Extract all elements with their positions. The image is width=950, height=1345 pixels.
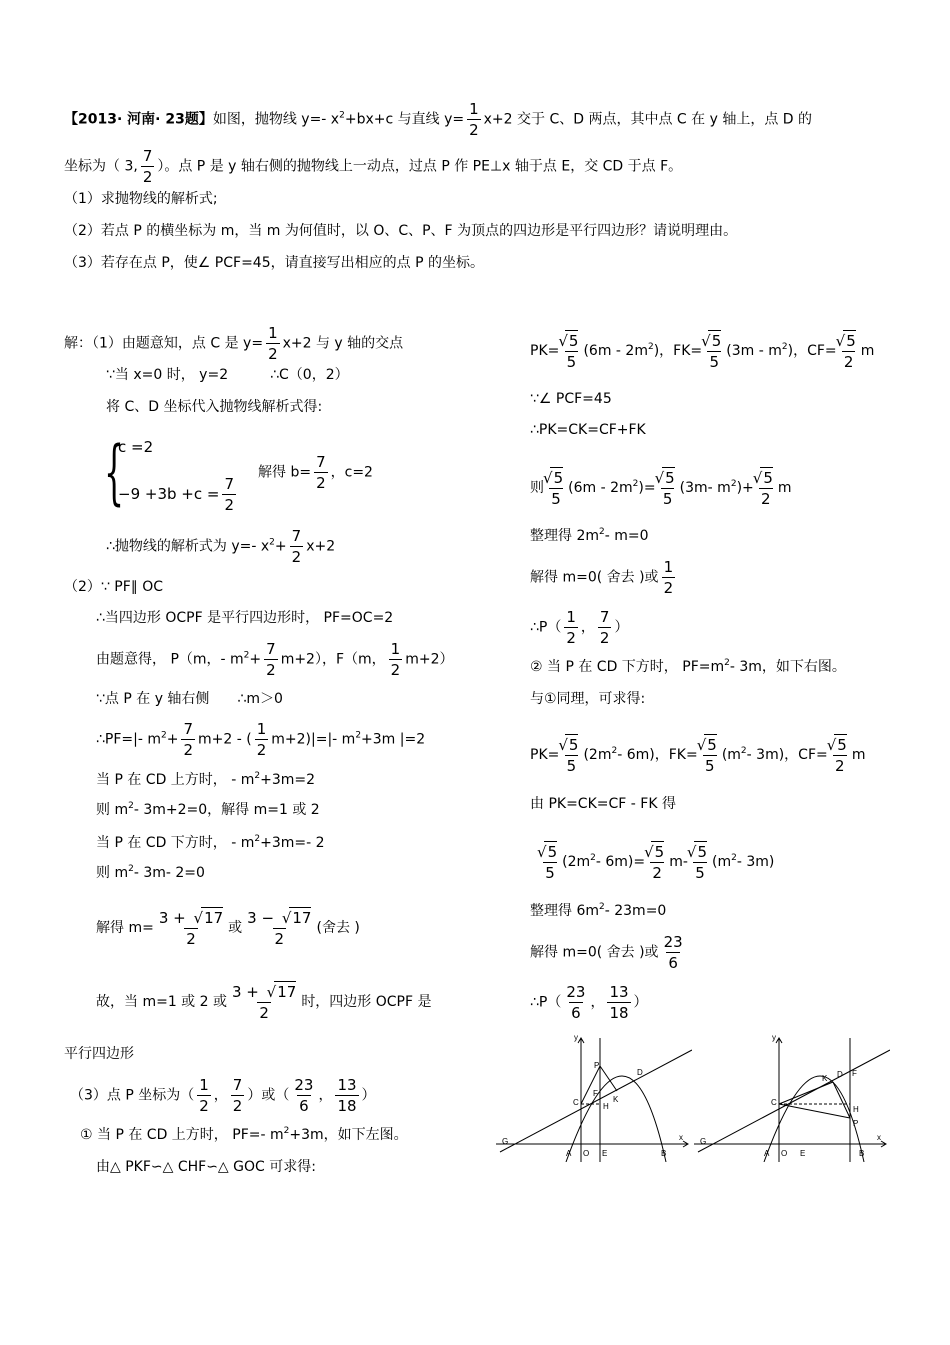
solution-line: 则 √ $\frac{5}{5}$ $(6m - 2m^2)=$ √ $\frac{5}{5}$ (3m- $m^2)+$ √ $\frac{5}{2}$ m	[530, 467, 792, 509]
label-F: F	[593, 1089, 598, 1098]
solution-line: PK= √ $\frac{5}{5}$ ($2m^2-$ 6m)，FK= √ $\frac{5}{5}$ ($m^2-$ 3m)，CF= √ $\frac{5}{2}$ m	[530, 734, 865, 776]
label-P: P	[853, 1119, 859, 1128]
solution-line: ∴抛物线的解析式为 y=- $x^2+$ $\frac{7}{2}$ x+2	[106, 527, 336, 566]
label-F: F	[852, 1069, 857, 1078]
label-O: O	[583, 1149, 590, 1158]
label-C: C	[573, 1098, 579, 1107]
solution-line: 由题意得， P（m，- $m^2+$ $\frac{7}{2}$ m+2），F（m， $\frac{1}{2}$ m+2）	[96, 640, 454, 679]
figure-right	[694, 1034, 890, 1162]
solution-line: 解得 m= $\frac{3 + √ 17}{2}$ 或 $\frac{3 - √ 17}{2}$ (舍去 )	[96, 907, 360, 949]
solution-line: 由△ PKF∽△ CHF∽△ GOC 可求得:	[96, 1159, 316, 1175]
solution-line: 则 $m^2-$ 3m- 2=0	[96, 864, 205, 881]
question-1: （1）求抛物线的解析式;	[64, 191, 218, 207]
label-H: H	[853, 1105, 859, 1114]
label-E: E	[602, 1149, 608, 1158]
solution-line: （2）∵ PF∥ OC	[64, 579, 164, 595]
solution-line: 平行四边形	[64, 1046, 134, 1062]
label-C: C	[771, 1098, 777, 1107]
label-D: D	[837, 1070, 843, 1079]
solution-line: （3）点 P 坐标为（ $\frac{1}{2}$ ， $\frac{7}{2}$ ）或（ $\frac{23}{6}$ ， $\frac{13}{18}$ ）	[70, 1076, 376, 1115]
label-G: G	[502, 1137, 509, 1146]
solution-line: ∵当 x=0 时， y=2 ∴C（0，2）	[106, 367, 349, 383]
label-A: A	[566, 1149, 572, 1158]
solution-line: ∴P（ $\frac{23}{6}$ ， $\frac{13}{18}$ ）	[530, 983, 648, 1022]
solution-line: 解：（1）由题意知，点 C 是 y= $\frac{1}{2}$ x+2 与 y 轴的交点	[64, 324, 404, 363]
solution-line: 解得 m=0( 舍去 )或 $\frac{23}{6}$	[530, 933, 683, 972]
question-2: （2）若点 P 的横坐标为 m，当 m 为何值时，以 O、C、P、F 为顶点的四边形是平行四边形？请说明理由。	[64, 223, 738, 239]
label-K: K	[613, 1095, 619, 1104]
solution-line: 故，当 m=1 或 2 或 $\frac{3 + √ 17}{2}$ 时，四边形 OCPF 是	[96, 981, 432, 1023]
fraction: $\frac{1}{2}$	[469, 100, 479, 139]
label-x: x	[679, 1133, 683, 1142]
label-x: x	[877, 1133, 881, 1142]
brace-glyph: {	[104, 431, 125, 513]
solution-line: 将 C、D 坐标代入抛物线解析式得:	[106, 399, 323, 415]
solution-line: ② 当 P 在 CD 下方时， $PF=m^2-$ 3m，如下右图。	[530, 658, 846, 675]
solution-line: 解得 m=0( 舍去 )或 $\frac{1}{2}$	[530, 558, 674, 597]
solution-line: 由 PK=CK=CF - FK 得	[530, 796, 676, 812]
label-B: B	[859, 1149, 865, 1158]
solution-line: ① 当 P 在 CD 上方时， PF=- $m^2+3m$，如下左图。	[80, 1126, 408, 1143]
solution-line: ∴PK=CK=CF+FK	[530, 422, 646, 438]
label-A: A	[764, 1149, 770, 1158]
solution-line: 整理得 $6m^2-$ 23m=0	[530, 902, 667, 919]
solution-line: ∴PF=|- $m^2+$ $\frac{7}{2}$ m+2 - ( $\frac{1}{2}$ m+2)|=|- $m^2+3m$ |=2	[96, 720, 426, 759]
solution-line: ∵∠ PCF=45	[530, 391, 612, 407]
solution-line: 当 P 在 CD 下方时， - $m^2+3m=-$ 2	[96, 834, 325, 851]
label-P: P	[594, 1061, 600, 1070]
problem-line-2: 坐标为（ 3, $\frac{7}{2}$ ）。点 P 是 y 轴右侧的抛物线上一动点，过点 P 作 PE⊥x 轴于点 E，交 CD 于点 F。	[64, 147, 683, 186]
solution-line: √ $\frac{5}{5}$ ($2m^2-$ 6m)= √ $\frac{5}{2}$ m- √ $\frac{5}{5}$ ($m^2-$ 3m)	[538, 841, 774, 883]
question-3: （3）若存在点 P，使∠ PCF=45，请直接写出相应的点 P 的坐标。	[64, 255, 484, 271]
solution-line: 解得 b= $\frac{7}{2}$ ，c=2	[258, 453, 373, 492]
problem-line-1: 【2013· 河南· 23题】如图，抛物线 y=- $x^2+bx+c$ 与直线 y= $\frac{1}{2}$ x+2 交于 C、D 两点，其中点 C 在 y 轴上，点 D 的	[64, 100, 813, 139]
solution-line: 则 $m^2-$ 3m+2=0，解得 m=1 或 2	[96, 801, 320, 818]
figure-left	[496, 1034, 692, 1162]
label-y: y	[574, 1034, 578, 1042]
solution-line: ∴当四边形 OCPF 是平行四边形时， PF=OC=2	[96, 610, 394, 626]
label-K: K	[822, 1074, 828, 1083]
solution-line: 整理得 $2m^2-$ m=0	[530, 527, 649, 544]
fraction: $\frac{7}{2}$	[142, 147, 153, 186]
label-O: O	[781, 1149, 788, 1158]
problem-tag: 【2013· 河南· 23题】	[64, 111, 213, 128]
solution-line: 当 P 在 CD 上方时， - $m^2+3m=2$	[96, 771, 316, 788]
label-y: y	[772, 1034, 776, 1042]
solution-line: ∵点 P 在 y 轴右侧 ∴m＞0	[96, 691, 283, 707]
solution-line: ∴P（ $\frac{1}{2}$ ， $\frac{7}{2}$ ）	[530, 608, 629, 647]
label-G: G	[700, 1137, 707, 1146]
label-B: B	[661, 1149, 667, 1158]
solution-line: 与①同理，可求得:	[530, 691, 646, 707]
label-H: H	[603, 1102, 609, 1111]
equation-system: { c =2 −9 +3b +c = $\frac{7}{2}$	[104, 431, 234, 514]
label-E: E	[800, 1149, 806, 1158]
solution-line: PK= √ $\frac{5}{5}$ $(6m - 2m^2)$，FK= √ $\frac{5}{5}$ $(3m - m^2)$，CF= √ $\frac{5}{2}$ m	[530, 330, 874, 372]
label-D: D	[637, 1068, 643, 1077]
